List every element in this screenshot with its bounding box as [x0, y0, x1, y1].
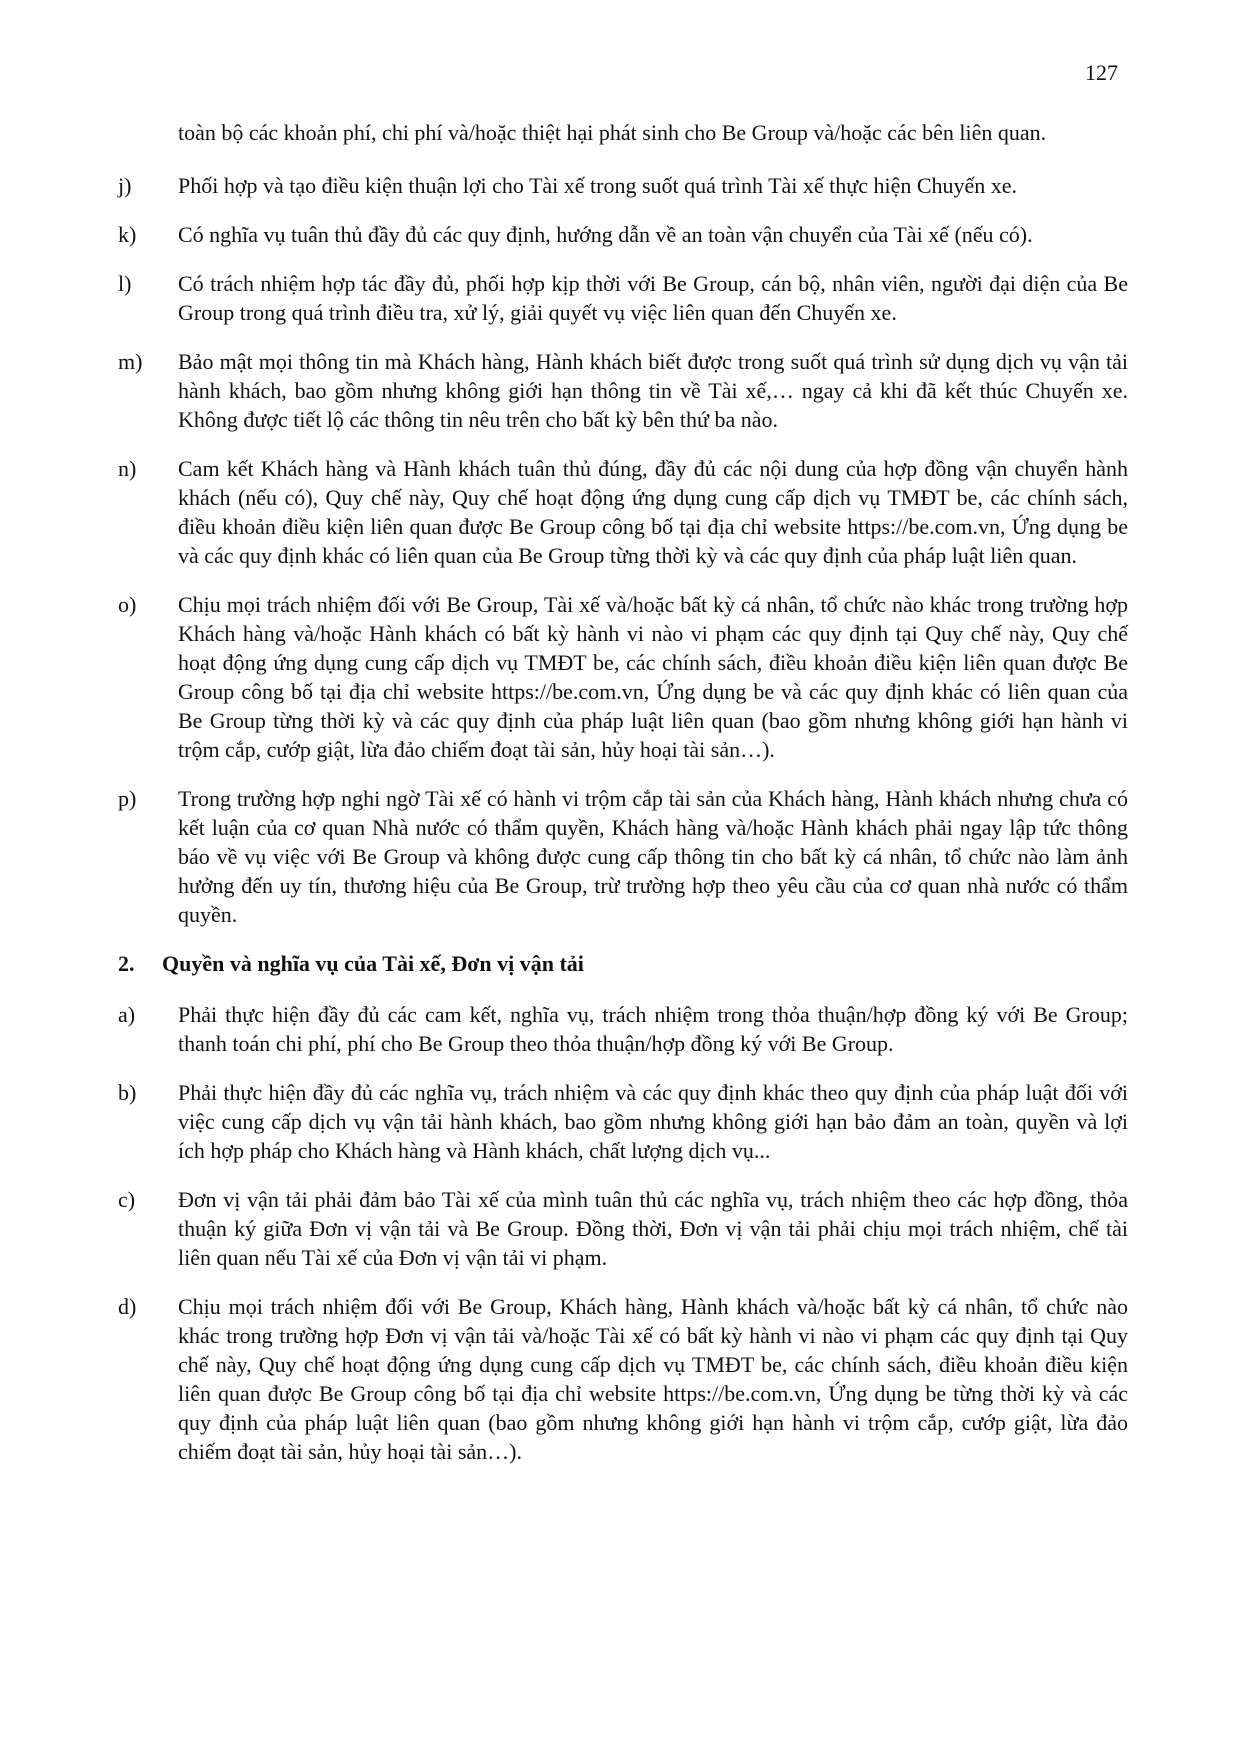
list-item-text: Có nghĩa vụ tuân thủ đầy đủ các quy định, hướng dẫn về an toàn vận chuyển của Tài xế (nếu có). [178, 222, 1033, 247]
list-item-text: Chịu mọi trách nhiệm đối với Be Group, Khách hàng, Hành khách và/hoặc bất kỳ cá nhân, tổ chức nào khác trong trường hợp Đơn vị vận tải và/hoặc Tài xế có bất kỳ hành vi nào vi phạm các quy định tại Quy chế này, Quy chế hoạt động ứng dụng cung cấp dịch vụ TMĐT be, các chính sách, điều khoản điều kiện liên quan được Be Group công bố tại địa chỉ website https://be.com.vn, Ứng dụng be từng thời kỳ và các quy định của pháp luật liên quan (bao gồm nhưng không giới hạn hành vi trộm cắp, cướp giật, lừa đảo chiếm đoạt tài sản, hủy hoại tài sản…). [178, 1294, 1128, 1464]
list-marker: k) [118, 222, 137, 247]
list-item-b [118, 1078, 1128, 1165]
list-marker: n) [118, 456, 137, 481]
list-item-a [118, 1000, 1128, 1058]
list-marker: a) [118, 1002, 136, 1027]
page-number: 127 [1085, 60, 1118, 85]
list-item-k [118, 220, 1128, 249]
list-item-text: Phải thực hiện đầy đủ các nghĩa vụ, trách nhiệm và các quy định khác theo quy định của pháp luật đối với việc cung cấp dịch vụ vận tải hành khách, bao gồm nhưng không giới hạn bảo đảm an toàn, quyền và lợi ích hợp pháp cho Khách hàng và Hành khách, chất lượng dịch vụ... [178, 1080, 1128, 1163]
section-2-heading [118, 949, 1128, 978]
section-number: 2. [118, 951, 135, 976]
list-item-text: Trong trường hợp nghi ngờ Tài xế có hành vi trộm cắp tài sản của Khách hàng, Hành khách nhưng chưa có kết luận của cơ quan Nhà nước có thẩm quyền, Khách hàng và/hoặc Hành khách phải ngay lập tức thông báo về vụ việc với Be Group và không được cung cấp thông tin cho bất kỳ cá nhân, tổ chức nào làm ảnh hưởng đến uy tín, thương hiệu của Be Group, trừ trường hợp theo yêu cầu của cơ quan nhà nước có thẩm quyền. [178, 786, 1128, 927]
list-marker: l) [118, 271, 132, 296]
paragraph-text: toàn bộ các khoản phí, chi phí và/hoặc thiệt hại phát sinh cho Be Group và/hoặc các bên liên quan. [178, 120, 1047, 145]
list-item-d [118, 1292, 1128, 1466]
list-marker: o) [118, 592, 137, 617]
continuation-paragraph [118, 118, 1128, 147]
list-item-m [118, 347, 1128, 434]
list-item-text: Cam kết Khách hàng và Hành khách tuân thủ đúng, đầy đủ các nội dung của hợp đồng vận chuyển hành khách (nếu có), Quy chế này, Quy chế hoạt động ứng dụng cung cấp dịch vụ TMĐT be, các chính sách, điều khoản điều kiện liên quan được Be Group công bố tại địa chỉ website https://be.com.vn, Ứng dụng be và các quy định khác có liên quan của Be Group từng thời kỳ và các quy định của pháp luật liên quan. [178, 456, 1128, 568]
list-item-p [118, 784, 1128, 929]
section-title: Quyền và nghĩa vụ của Tài xế, Đơn vị vận tải [162, 951, 584, 976]
list-item-text: Phải thực hiện đầy đủ các cam kết, nghĩa vụ, trách nhiệm trong thỏa thuận/hợp đồng ký với Be Group; thanh toán chi phí, phí cho Be Group theo thỏa thuận/hợp đồng ký với Be Group. [178, 1002, 1128, 1056]
list-item-c [118, 1185, 1128, 1272]
list-item-j [118, 171, 1128, 200]
section-1-list [118, 171, 1128, 929]
list-item-o [118, 590, 1128, 764]
list-marker: c) [118, 1187, 136, 1212]
list-item-text: Chịu mọi trách nhiệm đối với Be Group, Tài xế và/hoặc bất kỳ cá nhân, tổ chức nào khác trong trường hợp Khách hàng và/hoặc Hành khách có bất kỳ hành vi nào vi phạm các quy định tại Quy chế này, Quy chế hoạt động ứng dụng cung cấp dịch vụ TMĐT be, các chính sách, điều khoản điều kiện liên quan được Be Group công bố tại địa chỉ website https://be.com.vn, Ứng dụng be và các quy định khác có liên quan của Be Group từng thời kỳ và các quy định của pháp luật liên quan (bao gồm nhưng không giới hạn hành vi trộm cắp, cướp giật, lừa đảo chiếm đoạt tài sản, hủy hoại tài sản…). [178, 592, 1128, 762]
list-item-n [118, 454, 1128, 570]
document-body [118, 118, 1128, 1486]
list-marker: m) [118, 349, 143, 374]
list-item-text: Bảo mật mọi thông tin mà Khách hàng, Hành khách biết được trong suốt quá trình sử dụng dịch vụ vận tải hành khách, bao gồm nhưng không giới hạn thông tin về Tài xế,… ngay cả khi đã kết thúc Chuyến xe. Không được tiết lộ các thông tin nêu trên cho bất kỳ bên thứ ba nào. [178, 349, 1128, 432]
list-marker: d) [118, 1294, 137, 1319]
section-2-list [118, 1000, 1128, 1466]
list-item-text: Có trách nhiệm hợp tác đầy đủ, phối hợp kịp thời với Be Group, cán bộ, nhân viên, người đại diện của Be Group trong quá trình điều tra, xử lý, giải quyết vụ việc liên quan đến Chuyến xe. [178, 271, 1128, 325]
list-marker: j) [118, 173, 132, 198]
list-marker: b) [118, 1080, 137, 1105]
list-item-l [118, 269, 1128, 327]
list-item-text: Phối hợp và tạo điều kiện thuận lợi cho Tài xế trong suốt quá trình Tài xế thực hiện Chuyến xe. [178, 173, 1018, 198]
list-marker: p) [118, 786, 137, 811]
list-item-text: Đơn vị vận tải phải đảm bảo Tài xế của mình tuân thủ các nghĩa vụ, trách nhiệm theo các hợp đồng, thỏa thuận ký giữa Đơn vị vận tải và Be Group. Đồng thời, Đơn vị vận tải phải chịu mọi trách nhiệm, chế tài liên quan nếu Tài xế của Đơn vị vận tải vi phạm. [178, 1187, 1128, 1270]
